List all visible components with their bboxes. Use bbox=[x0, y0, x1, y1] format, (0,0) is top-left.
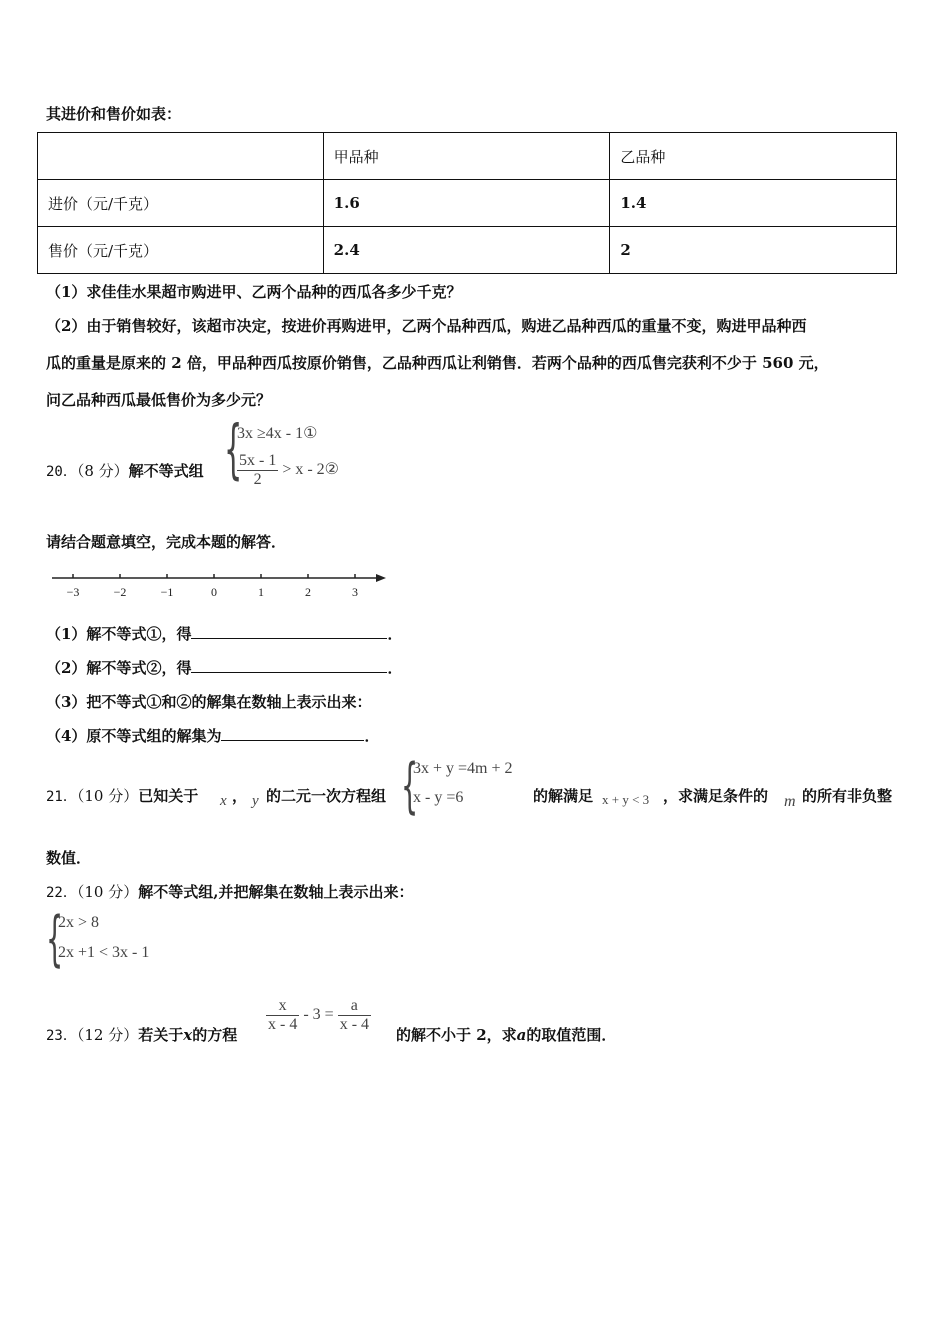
q23-score: （12 分） bbox=[76, 1026, 139, 1044]
q19-part2-line1: （2）由于销售较好，该超市决定，按进价再购进甲，乙两个品种西瓜，购进乙品种西瓜的重量不变，购进甲品种西 bbox=[46, 317, 807, 335]
q22-ineq1: 2x > 8 bbox=[58, 914, 100, 931]
q21-text5: 的所有非负整 bbox=[802, 787, 893, 805]
q20-heading bbox=[46, 460, 204, 481]
q21-text2: 的二元一次方程组 bbox=[266, 787, 387, 805]
q20-ineq2-numerator: 5x - 1 bbox=[239, 452, 277, 469]
q22-score: （10 分） bbox=[76, 883, 139, 901]
q20-ineq2-denominator: 2 bbox=[253, 471, 262, 488]
table-header-cell: 甲品种 bbox=[323, 133, 610, 180]
number-line-tick-label: 3 bbox=[352, 585, 358, 599]
table-cell: 1.6 bbox=[323, 180, 610, 227]
table-header-cell: 乙品种 bbox=[610, 133, 897, 180]
q23-equation bbox=[266, 997, 371, 1034]
q23-text3-wrap bbox=[396, 1024, 616, 1045]
q20-step3: （3）把不等式①和②的解集在数轴上表示出来： bbox=[46, 693, 372, 711]
number-line bbox=[50, 566, 390, 602]
q19-part1: （1）求佳佳水果超市购进甲、乙两个品种的西瓜各多少千克？ bbox=[46, 283, 462, 301]
q20-step2 bbox=[46, 657, 402, 678]
q20-number: 20． bbox=[46, 464, 77, 480]
q21-var-m: m bbox=[784, 793, 796, 810]
q23-text4: 的取值范围． bbox=[526, 1026, 617, 1044]
table-cell: 售价（元/千克） bbox=[38, 227, 324, 274]
q23-text3: 的解不小于 2，求 bbox=[396, 1026, 517, 1044]
q21-eq1: 3x + y =4m + 2 bbox=[413, 760, 513, 777]
q20-ineq2-rhs: > x - 2② bbox=[282, 461, 340, 479]
q20-step1-blank[interactable] bbox=[191, 624, 387, 639]
q20-step2-blank[interactable] bbox=[191, 658, 387, 673]
q20-step2-label: （2）解不等式②，得 bbox=[46, 659, 192, 677]
q20-step4-blank[interactable] bbox=[221, 726, 364, 741]
q23-lhs-denominator: x - 4 bbox=[268, 1016, 298, 1033]
q21-brace: { bbox=[401, 751, 419, 821]
q19-part2-line3: 问乙品种西瓜最低售价为多少元？ bbox=[46, 391, 272, 409]
table-row bbox=[38, 227, 897, 274]
q21-number: 21． bbox=[46, 789, 77, 805]
q23-var-x: x bbox=[183, 1026, 193, 1044]
q21-text1: 已知关于 bbox=[138, 787, 199, 805]
q20-step1 bbox=[46, 623, 402, 644]
q22-ineq2: 2x +1 < 3x - 1 bbox=[58, 944, 150, 961]
q23-number: 23． bbox=[46, 1028, 77, 1044]
q21-text4: ，求满足条件的 bbox=[663, 787, 769, 805]
q22-number: 22． bbox=[46, 885, 77, 901]
number-line-tick-label: −3 bbox=[66, 585, 80, 599]
q22-text: 解不等式组,并把解集在数轴上表示出来： bbox=[138, 883, 414, 901]
q20-text: 解不等式组 bbox=[128, 462, 204, 480]
table-row bbox=[38, 133, 897, 180]
q21-score: （10 分） bbox=[76, 787, 139, 805]
q23-text2: 的方程 bbox=[192, 1026, 238, 1044]
q21-var-x: x bbox=[220, 793, 227, 809]
q23-lhs-numerator: x bbox=[266, 997, 299, 1016]
q21-comma: ， bbox=[232, 787, 248, 805]
price-table bbox=[37, 132, 897, 274]
number-line-tick-label: 1 bbox=[258, 585, 264, 599]
table-header-cell bbox=[38, 133, 324, 180]
q20-ineq2 bbox=[237, 452, 339, 489]
q20-step4 bbox=[46, 725, 379, 746]
q23-text1: 若关于 bbox=[138, 1026, 184, 1044]
q20-step1-label: （1）解不等式①，得 bbox=[46, 625, 192, 643]
period: ． bbox=[387, 659, 403, 677]
q20-instruction: 请结合题意填空，完成本题的解答． bbox=[46, 533, 287, 551]
number-line-tick-label: 2 bbox=[305, 585, 311, 599]
q21-eq2: x - y =6 bbox=[413, 789, 464, 806]
q20-step4-label: （4）原不等式组的解集为 bbox=[46, 727, 222, 745]
q21-text3: 的解满足 bbox=[533, 787, 594, 805]
number-line-tick-label: 0 bbox=[211, 585, 217, 599]
q23-rhs-numerator: a bbox=[338, 997, 371, 1016]
q20-brace: { bbox=[224, 413, 243, 487]
q21-condition: x + y < 3 bbox=[602, 792, 650, 807]
q20-ineq1: 3x ≥4x - 1① bbox=[237, 425, 318, 442]
period: ． bbox=[364, 727, 380, 745]
intro-text: 其进价和售价如表： bbox=[46, 105, 182, 123]
q23-rhs-denominator: x - 4 bbox=[339, 1016, 370, 1033]
table-row bbox=[38, 180, 897, 227]
number-line-tick-label: −2 bbox=[113, 585, 127, 599]
q23-minus3: - 3 = bbox=[303, 1006, 334, 1024]
table-cell: 2 bbox=[610, 227, 897, 274]
q22-heading bbox=[46, 881, 413, 902]
q22-brace: { bbox=[46, 904, 64, 974]
period: ． bbox=[387, 625, 403, 643]
q19-part2-line2: 瓜的重量是原来的 2 倍，甲品种西瓜按原价销售，乙品种西瓜让利销售．若两个品种的西瓜售完获利不少于 560 元， bbox=[46, 354, 829, 372]
table-cell: 2.4 bbox=[323, 227, 610, 274]
table-cell: 进价（元/千克） bbox=[38, 180, 324, 227]
q23-heading bbox=[46, 1024, 237, 1045]
q21-heading bbox=[46, 785, 198, 806]
table-cell: 1.4 bbox=[610, 180, 897, 227]
number-line-arrow-icon bbox=[376, 574, 386, 582]
q20-score: （8 分） bbox=[76, 462, 129, 480]
number-line-tick-label: −1 bbox=[160, 585, 174, 599]
q23-var-a: a bbox=[516, 1026, 527, 1044]
q21-text6: 数值． bbox=[46, 849, 92, 867]
q21-var-y: y bbox=[252, 793, 259, 809]
